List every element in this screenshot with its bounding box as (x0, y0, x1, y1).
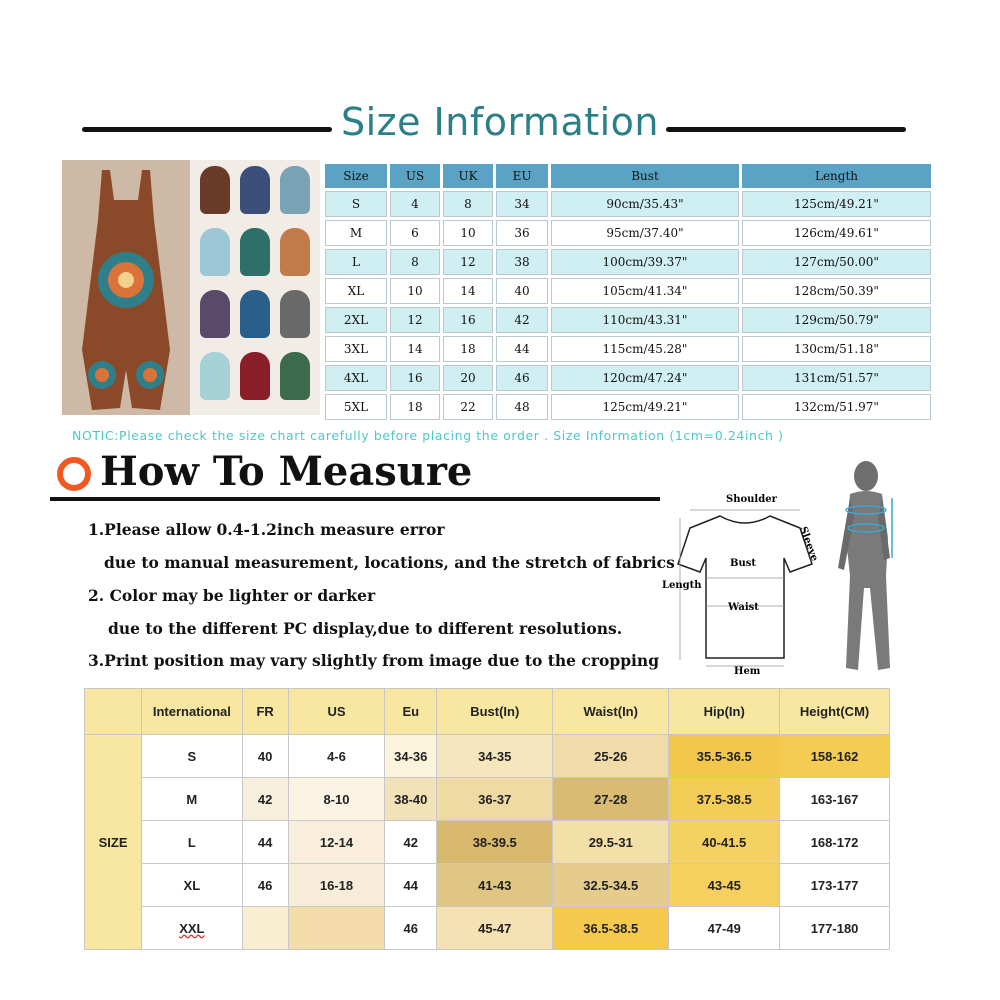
cell: 46 (385, 907, 437, 950)
cell: 4-6 (288, 735, 385, 778)
variant-thumb (240, 228, 270, 276)
cell: 6 (390, 220, 440, 246)
cell: 128cm/50.39" (742, 278, 931, 304)
cell: 14 (390, 336, 440, 362)
tshirt-diagram (660, 488, 830, 678)
size-group-label: SIZE (85, 735, 142, 950)
variant-thumb (240, 166, 270, 214)
cell: 173-177 (780, 864, 890, 907)
variant-thumb (280, 352, 310, 400)
variant-thumb (200, 166, 230, 214)
cell: 27-28 (553, 778, 669, 821)
cell: 48 (496, 394, 548, 420)
table-row (325, 249, 931, 275)
table-row (85, 821, 890, 864)
cell: 10 (390, 278, 440, 304)
cell: 14 (443, 278, 493, 304)
table-row (325, 336, 931, 362)
cell: 4XL (325, 365, 387, 391)
size-chart-header-row (85, 689, 890, 735)
header-waist: Waist(In) (553, 689, 669, 735)
cell: 18 (443, 336, 493, 362)
cell (242, 907, 288, 950)
cell: 40-41.5 (669, 821, 780, 864)
cell: 2XL (325, 307, 387, 333)
table-row (85, 778, 890, 821)
cell: S (142, 735, 242, 778)
cell: 43-45 (669, 864, 780, 907)
cell: 90cm/35.43" (551, 191, 739, 217)
cell: 105cm/41.34" (551, 278, 739, 304)
header-uk: UK (443, 164, 493, 188)
label-length: Length (662, 580, 702, 591)
cell: 115cm/45.28" (551, 336, 739, 362)
label-bust: Bust (730, 558, 756, 569)
label-sleeve: Sleeve (797, 525, 820, 563)
product-color-variants (190, 160, 320, 415)
cell: 12-14 (288, 821, 385, 864)
table-row (325, 220, 931, 246)
cell: 34-36 (385, 735, 437, 778)
variant-thumb (200, 228, 230, 276)
note-1: 1.Please allow 0.4-1.2inch measure error (88, 520, 445, 539)
cell: 130cm/51.18" (742, 336, 931, 362)
header-us: US (390, 164, 440, 188)
cell: 40 (242, 735, 288, 778)
cell: 38 (496, 249, 548, 275)
size-info-title: Size Information (340, 100, 660, 144)
cell: 32.5-34.5 (553, 864, 669, 907)
header-eu: Eu (385, 689, 437, 735)
header-bust: Bust(In) (437, 689, 553, 735)
table-row (325, 394, 931, 420)
cell: 16 (443, 307, 493, 333)
cell: 12 (390, 307, 440, 333)
cell: 42 (385, 821, 437, 864)
header-height: Height(CM) (780, 689, 890, 735)
header-eu: EU (496, 164, 548, 188)
cell: 125cm/49.21" (742, 191, 931, 217)
cell: 35.5-36.5 (669, 735, 780, 778)
cell: 8 (443, 191, 493, 217)
cell: S (325, 191, 387, 217)
title-rule-right (666, 127, 906, 132)
variant-thumb (280, 228, 310, 276)
cell: 95cm/37.40" (551, 220, 739, 246)
variant-thumb (280, 166, 310, 214)
cell: 46 (242, 864, 288, 907)
header-us: US (288, 689, 385, 735)
how-to-measure-title: How To Measure (100, 448, 473, 495)
cell: 40 (496, 278, 548, 304)
size-info-table (322, 161, 934, 423)
cell: 177-180 (780, 907, 890, 950)
cell: 47-49 (669, 907, 780, 950)
cell: 18 (390, 394, 440, 420)
cell: 38-40 (385, 778, 437, 821)
title-rule-left (82, 127, 332, 132)
cell: 36 (496, 220, 548, 246)
cell: 132cm/51.97" (742, 394, 931, 420)
cell: 120cm/47.24" (551, 365, 739, 391)
header-size: Size (325, 164, 387, 188)
cell: 34-35 (437, 735, 553, 778)
circle-bullet-icon (57, 457, 91, 491)
note-2-detail: due to the different PC display,due to different resolutions. (108, 619, 623, 638)
size-chart-table (84, 688, 890, 950)
size-notice: NOTIC:Please check the size chart carefully before placing the order . Size Information (1cm=0.24inch ) (72, 428, 784, 443)
cell: 158-162 (780, 735, 890, 778)
table-row (325, 278, 931, 304)
cell: 36-37 (437, 778, 553, 821)
table-row (325, 365, 931, 391)
cell: 41-43 (437, 864, 553, 907)
cell: XL (325, 278, 387, 304)
variant-thumb (280, 290, 310, 338)
label-hem: Hem (734, 666, 761, 677)
header-empty (85, 689, 142, 735)
table-row (85, 735, 890, 778)
cell: 10 (443, 220, 493, 246)
table-row (325, 307, 931, 333)
cell: 22 (443, 394, 493, 420)
variant-thumb (240, 352, 270, 400)
cell: XXL (142, 907, 242, 950)
cell: 125cm/49.21" (551, 394, 739, 420)
cell: L (142, 821, 242, 864)
cell: 126cm/49.61" (742, 220, 931, 246)
cell: 127cm/50.00" (742, 249, 931, 275)
cell: 168-172 (780, 821, 890, 864)
variant-thumb (200, 352, 230, 400)
cell: 129cm/50.79" (742, 307, 931, 333)
cell: M (325, 220, 387, 246)
cell: 44 (385, 864, 437, 907)
header-length: Length (742, 164, 931, 188)
cell: M (142, 778, 242, 821)
cell (288, 907, 385, 950)
cell: 25-26 (553, 735, 669, 778)
how-to-measure-rule (50, 497, 660, 501)
label-shoulder: Shoulder (726, 494, 777, 505)
cell: 44 (496, 336, 548, 362)
cell: 36.5-38.5 (553, 907, 669, 950)
cell: 44 (242, 821, 288, 864)
product-photo-main (62, 160, 190, 415)
cell: 42 (242, 778, 288, 821)
variant-thumb (240, 290, 270, 338)
cell: 131cm/51.57" (742, 365, 931, 391)
cell: 5XL (325, 394, 387, 420)
cell: 16-18 (288, 864, 385, 907)
cell: 46 (496, 365, 548, 391)
cell: 20 (443, 365, 493, 391)
cell: 110cm/43.31" (551, 307, 739, 333)
cell: 8-10 (288, 778, 385, 821)
cell: 100cm/39.37" (551, 249, 739, 275)
cell: 163-167 (780, 778, 890, 821)
cell: 34 (496, 191, 548, 217)
header-international: International (142, 689, 242, 735)
note-3: 3.Print position may vary slightly from image due to the cropping (88, 651, 660, 670)
header-fr: FR (242, 689, 288, 735)
cell: 38-39.5 (437, 821, 553, 864)
cell: 3XL (325, 336, 387, 362)
cell: 37.5-38.5 (669, 778, 780, 821)
cell: 29.5-31 (553, 821, 669, 864)
header-bust: Bust (551, 164, 739, 188)
table-row (325, 191, 931, 217)
cell: 12 (443, 249, 493, 275)
cell: XL (142, 864, 242, 907)
table-row (85, 864, 890, 907)
cell: 16 (390, 365, 440, 391)
note-1-detail: due to manual measurement, locations, and the stretch of fabrics (104, 553, 675, 572)
variant-thumb (200, 290, 230, 338)
label-waist: Waist (728, 602, 759, 613)
cell: 42 (496, 307, 548, 333)
cell: 4 (390, 191, 440, 217)
size-info-header-row (325, 164, 931, 188)
cell: 8 (390, 249, 440, 275)
note-2: 2. Color may be lighter or darker (88, 586, 376, 605)
body-silhouette (828, 458, 908, 680)
cell: L (325, 249, 387, 275)
cell: 45-47 (437, 907, 553, 950)
table-row (85, 907, 890, 950)
header-hip: Hip(In) (669, 689, 780, 735)
